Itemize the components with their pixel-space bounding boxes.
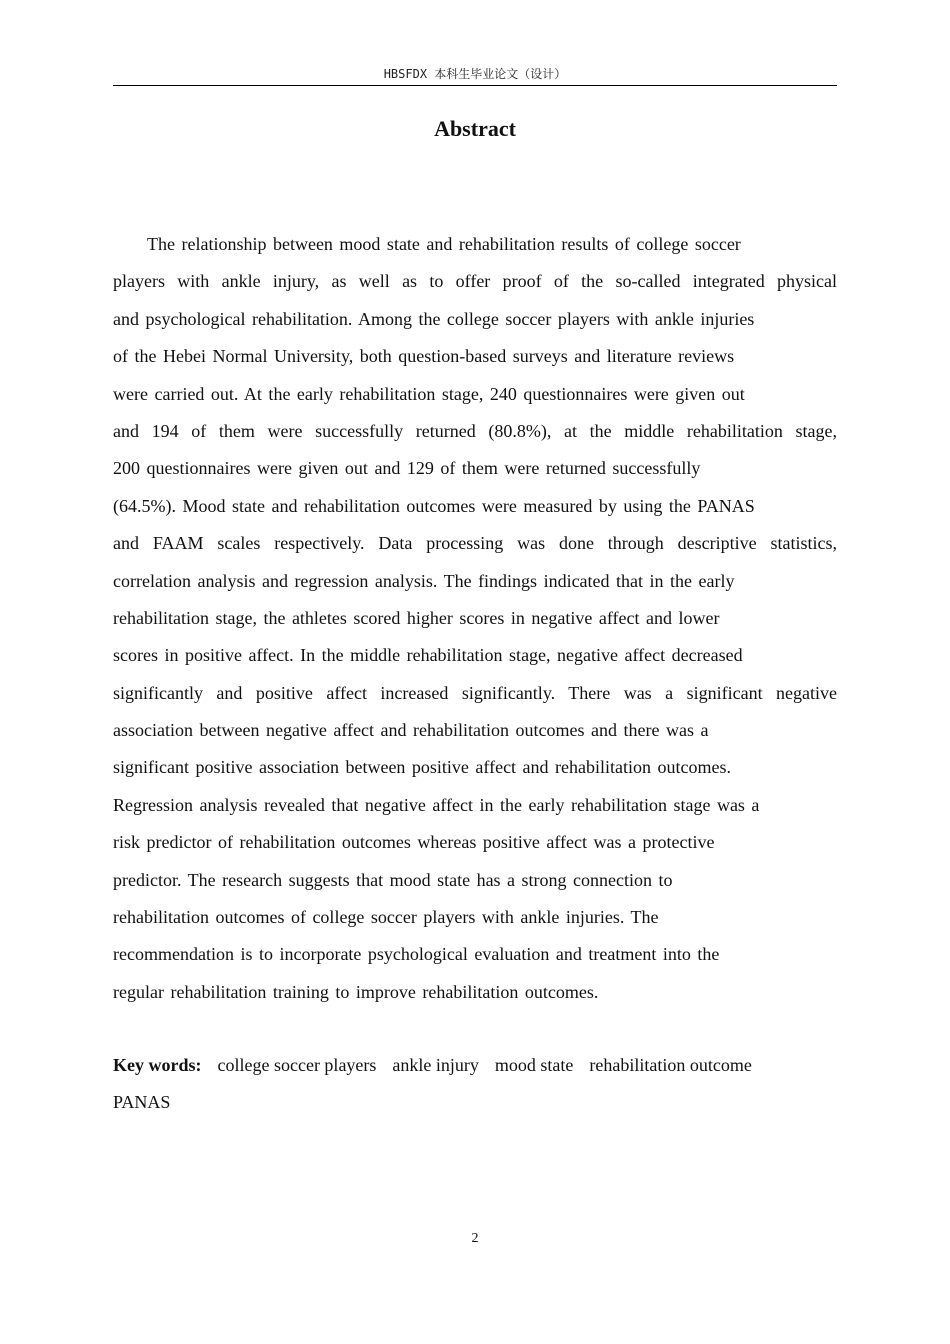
abstract-line: Regression analysis revealed that negative affect in the early rehabilitation stage was a (113, 794, 760, 815)
abstract-line: significantly and positive affect increased significantly. There was a significant negative (113, 682, 837, 703)
abstract-line: regular rehabilitation training to improve rehabilitation outcomes. (113, 981, 599, 1002)
keyword: college soccer players (217, 1055, 377, 1075)
keywords-section (113, 1050, 837, 1125)
abstract-line: and 194 of them were successfully returned (80.8%), at the middle rehabilitation stage, (113, 420, 837, 441)
abstract-title: Abstract (434, 116, 516, 141)
abstract-line: rehabilitation stage, the athletes scored higher scores in negative affect and lower (113, 607, 720, 628)
abstract-line: (64.5%). Mood state and rehabilitation outcomes were measured by using the PANAS (113, 495, 755, 516)
abstract-line: and FAAM scales respectively. Data processing was done through descriptive statistics, (113, 533, 837, 554)
abstract-line: predictor. The research suggests that mood state has a strong connection to (113, 869, 673, 890)
keywords-line (113, 1087, 837, 1124)
abstract-line: correlation analysis and regression analysis. The findings indicated that in the early (113, 570, 735, 591)
abstract-line: of the Hebei Normal University, both question-based surveys and literature reviews (113, 346, 735, 367)
keywords-line (113, 1050, 837, 1087)
abstract-line: association between negative affect and rehabilitation outcomes and there was a (113, 720, 709, 741)
abstract-line: 200 questionnaires were given out and 129 of them were returned successfully (113, 458, 701, 479)
keyword: rehabilitation outcome (589, 1055, 752, 1075)
keyword: PANAS (113, 1092, 171, 1113)
abstract-line: rehabilitation outcomes of college soccer players with ankle injuries. The (113, 907, 659, 928)
page-number: 2 (471, 1231, 479, 1246)
abstract-line: scores in positive affect. In the middle rehabilitation stage, negative affect decreased (113, 645, 743, 666)
abstract-line: and psychological rehabilitation. Among the college soccer players with ankle injuries (113, 308, 755, 329)
abstract-body (113, 229, 837, 1014)
keyword: ankle injury (392, 1055, 479, 1075)
abstract-line: significant positive association between positive affect and rehabilitation outcomes. (113, 757, 731, 778)
abstract-line: The relationship between mood state and rehabilitation results of college soccer (147, 234, 741, 254)
abstract-line: were carried out. At the early rehabilitation stage, 240 questionnaires were given out (113, 383, 745, 404)
keyword: mood state (494, 1055, 574, 1075)
abstract-line: players with ankle injury, as well as to offer proof of the so-called integrated physical (113, 271, 837, 292)
running-header: HBSFDX 本科生毕业论文（设计） (383, 67, 567, 81)
abstract-line: recommendation is to incorporate psychological evaluation and treatment into the (113, 944, 720, 965)
abstract-line: risk predictor of rehabilitation outcomes whereas positive affect was a protective (113, 832, 715, 853)
keywords-label: Key words: (113, 1055, 202, 1075)
header-rule (113, 85, 837, 86)
